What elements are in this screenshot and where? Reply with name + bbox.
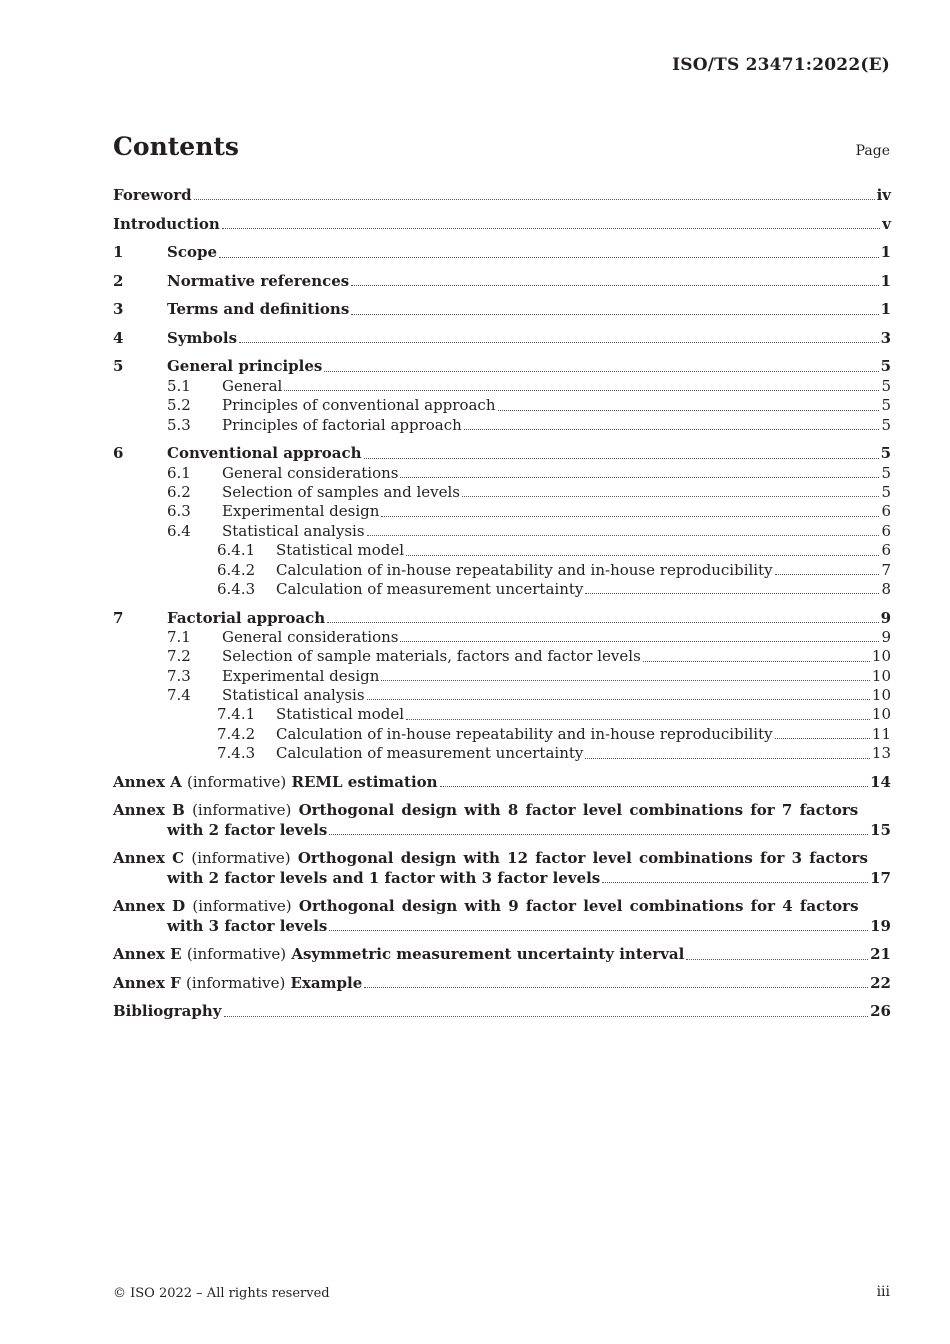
dot-leader (440, 785, 869, 787)
toc-entry[interactable] (113, 243, 891, 262)
annex-type: (informative) (191, 849, 291, 868)
toc-entry[interactable] (113, 483, 891, 502)
toc-entry-page: 5 (880, 357, 891, 376)
toc-entry-page: iv (876, 186, 891, 204)
toc-entry[interactable] (113, 628, 891, 647)
annex-type: (informative) (192, 801, 292, 820)
toc-entry-title: Selection of sample materials, factors and factor levels (222, 647, 641, 666)
toc-entry-number: 6.4 (167, 521, 191, 540)
toc-entry-page: 1 (880, 271, 891, 290)
dot-leader (498, 409, 880, 411)
toc-entry-number: 5.1 (167, 376, 191, 395)
toc-entry-number: 6.3 (167, 502, 191, 521)
toc-entry-page: 1 (880, 243, 891, 262)
annex-title-line (113, 801, 859, 820)
dot-leader (381, 679, 870, 681)
toc-entry-number: 5 (113, 357, 124, 376)
annex-label: Annex A (113, 772, 182, 791)
toc-entry-number: 7.3 (167, 666, 191, 685)
toc-entry-title: General (222, 376, 283, 395)
dot-leader (406, 718, 870, 720)
toc-entry-page: 8 (881, 579, 891, 598)
toc-entry-page: 6 (881, 502, 891, 521)
toc-entry[interactable] (113, 667, 891, 686)
toc-entry-number: 7.4 (167, 686, 191, 705)
dot-leader (585, 757, 870, 759)
toc-entry-number: 7.2 (167, 647, 191, 666)
dot-leader (462, 495, 879, 497)
annex-label: Annex C (113, 849, 185, 868)
dot-leader (643, 660, 870, 662)
toc-entry-page: 6 (881, 541, 891, 560)
toc-entry-title: Terms and definitions (167, 300, 350, 319)
annex-name-continued: with 2 factor levels and 1 factor with 3 factor levels (167, 868, 601, 887)
toc-entry-title: Selection of samples and levels (222, 483, 460, 501)
toc-entry-title: Scope (167, 243, 218, 262)
toc-entry-number: 6.1 (167, 463, 191, 482)
toc-entry-title: General considerations (222, 463, 399, 482)
toc-entry-page: 10 (871, 686, 891, 705)
toc-entry-page: 5 (880, 444, 891, 463)
annex-page: 15 (870, 820, 891, 839)
annex-type: (informative) (186, 973, 286, 992)
dot-leader (381, 515, 879, 517)
annex-label: Annex D (113, 897, 186, 916)
toc-entry-number: 6 (113, 444, 124, 463)
annex-entry[interactable] (113, 945, 891, 964)
annex-type: (informative) (192, 897, 292, 916)
annex-label: Annex B (113, 801, 185, 820)
toc-entry-number: 7.1 (167, 627, 191, 646)
toc-entry-number: 7.4.3 (217, 744, 256, 763)
toc-entry-number: 1 (113, 243, 124, 262)
toc-entry-number: 2 (113, 271, 124, 290)
toc-entry-title: Statistical analysis (222, 686, 365, 705)
toc-entry[interactable] (113, 647, 891, 666)
toc-entry-title: Calculation of measurement uncertainty (276, 744, 584, 763)
annex-title (113, 974, 362, 993)
toc-entry[interactable] (113, 272, 891, 291)
dot-leader (775, 573, 880, 575)
page-number: iii (876, 1284, 890, 1300)
toc-entry-title: Principles of conventional approach (222, 396, 496, 415)
toc-entry-page: 9 (880, 608, 891, 627)
bibliography-entry[interactable] (113, 1002, 891, 1021)
dot-leader (602, 881, 868, 883)
toc-entry-number: 6.4.1 (217, 541, 256, 560)
annex-entry[interactable] (113, 801, 891, 840)
annex-entry[interactable] (113, 897, 891, 936)
toc-entry-title: Symbols (167, 328, 238, 347)
dot-leader (400, 640, 879, 642)
dot-leader (464, 428, 880, 430)
toc-entry-number: 5.2 (167, 396, 191, 415)
bibliography-page: 26 (870, 1002, 891, 1021)
dot-leader (686, 958, 868, 960)
annex-page: 17 (870, 868, 891, 887)
toc-entry-number: 6.4.3 (217, 579, 256, 598)
contents-title: Contents (113, 132, 240, 161)
annex-name: Example (290, 973, 363, 992)
toc-entry-page: v (882, 214, 891, 233)
annex-name-continued: with 2 factor levels (167, 820, 328, 839)
annex-name: Asymmetric measurement uncertainty interval (291, 945, 685, 964)
toc-entry-title: General principles (167, 357, 323, 376)
toc-entry-title: Foreword (113, 186, 192, 204)
annex-type: (informative) (186, 945, 287, 964)
toc-entry-title: Calculation of in-house repeatability and in-house reproducibility (276, 560, 773, 579)
annex-continuation (113, 869, 891, 888)
toc-entry-title: Normative references (167, 271, 350, 290)
toc-entry[interactable] (113, 541, 891, 560)
dot-leader (324, 370, 878, 372)
toc-entry-title: Statistical model (276, 705, 405, 724)
toc-entry-number: 6.4.2 (217, 560, 256, 579)
dot-leader (367, 534, 880, 536)
toc-entry[interactable] (113, 186, 891, 205)
dot-leader (329, 833, 868, 835)
document-id: ISO/TS 23471:2022(E) (672, 55, 890, 75)
annex-name: Orthogonal design with 9 factor level combinations for 4 factors (298, 897, 859, 916)
toc-entry[interactable] (113, 416, 891, 435)
annex-page: 19 (870, 916, 891, 935)
annex-name: REML estimation (291, 772, 438, 791)
toc-entry-number: 3 (113, 300, 124, 319)
toc-entry-page: 13 (871, 744, 891, 763)
toc-entry-page: 3 (880, 328, 891, 347)
toc-entry-title: Experimental design (222, 666, 380, 685)
toc-entry-page: 6 (881, 521, 891, 540)
toc-entry[interactable] (113, 725, 891, 744)
toc-entry[interactable] (113, 561, 891, 580)
dot-leader (367, 698, 870, 700)
annex-label: Annex E (113, 945, 182, 964)
dot-leader (364, 457, 879, 459)
dot-leader (224, 1015, 869, 1017)
toc-entry-page: 5 (881, 376, 891, 395)
toc-entry-page: 5 (881, 483, 891, 501)
toc-entry-title: Introduction (113, 214, 220, 233)
toc-entry-number: 4 (113, 328, 124, 347)
toc-entry[interactable] (113, 377, 891, 396)
dot-leader (775, 737, 870, 739)
annex-name-continued: with 3 factor levels (167, 916, 328, 935)
annex-page: 14 (870, 772, 891, 791)
dot-leader (364, 986, 868, 988)
toc-entry-title: Calculation of measurement uncertainty (276, 579, 584, 598)
toc-entry[interactable] (113, 609, 891, 628)
toc-entry-title: Conventional approach (167, 444, 362, 463)
dot-leader (194, 198, 875, 200)
annex-continuation (113, 821, 891, 840)
toc-entry-number: 6.2 (167, 483, 191, 501)
toc-entry-page: 1 (880, 300, 891, 319)
toc-entry-title: Principles of factorial approach (222, 415, 462, 434)
annex-title (113, 773, 438, 792)
toc-entry-title: Experimental design (222, 502, 380, 521)
toc-entry-title: Factorial approach (167, 608, 326, 627)
copyright-notice: © ISO 2022 – All rights reserved (113, 1286, 330, 1301)
toc-entry-number: 7 (113, 608, 124, 627)
dot-leader (406, 554, 879, 556)
page-column-label: Page (855, 143, 890, 159)
toc-entry-page: 5 (881, 396, 891, 415)
annex-title-line (113, 897, 859, 916)
dot-leader (284, 389, 879, 391)
dot-leader (351, 313, 878, 315)
dot-leader (219, 256, 879, 258)
toc-entry-page: 10 (871, 705, 891, 724)
toc-entry[interactable] (113, 464, 891, 483)
bibliography-title: Bibliography (113, 1002, 222, 1021)
toc-entry[interactable] (113, 502, 891, 521)
toc-entry[interactable] (113, 686, 891, 705)
toc-entry-page: 5 (881, 415, 891, 434)
toc-entry-title: Calculation of in-house repeatability and in-house reproducibility (276, 724, 773, 743)
dot-leader (351, 284, 878, 286)
toc-entry-page: 5 (881, 463, 891, 482)
annex-page: 22 (870, 973, 891, 992)
annex-entry[interactable] (113, 974, 891, 993)
toc-entry-page: 9 (881, 627, 891, 646)
toc-entry-page: 11 (871, 724, 891, 743)
dot-leader (329, 929, 868, 931)
toc-entry[interactable] (113, 444, 891, 463)
table-of-contents (113, 186, 891, 1022)
annex-title-line (113, 849, 868, 868)
toc-entry-page: 10 (871, 647, 891, 666)
toc-entry-page: 7 (881, 560, 891, 579)
annex-label: Annex F (113, 973, 181, 992)
toc-entry[interactable] (113, 744, 891, 763)
dot-leader (400, 476, 879, 478)
toc-entry[interactable] (113, 329, 891, 348)
annex-continuation (113, 917, 891, 936)
annex-name: Orthogonal design with 8 factor level combinations for 7 factors (298, 801, 859, 820)
toc-entry[interactable] (113, 580, 891, 599)
toc-entry-title: Statistical analysis (222, 521, 365, 540)
annex-name: Orthogonal design with 12 factor level combinations for 3 factors (297, 849, 868, 868)
toc-entry[interactable] (113, 396, 891, 415)
toc-entry-page: 10 (871, 666, 891, 685)
toc-entry[interactable] (113, 300, 891, 319)
annex-entry[interactable] (113, 773, 891, 792)
annex-page: 21 (870, 945, 891, 964)
dot-leader (327, 621, 878, 623)
dot-leader (239, 341, 879, 343)
toc-entry-title: Statistical model (276, 541, 405, 560)
toc-entry[interactable] (113, 215, 891, 234)
toc-entry-title: General considerations (222, 627, 399, 646)
toc-entry[interactable] (113, 522, 891, 541)
toc-entry-number: 7.4.1 (217, 705, 256, 724)
toc-entry-number: 5.3 (167, 415, 191, 434)
annex-title (113, 945, 684, 964)
toc-entry-number: 7.4.2 (217, 724, 256, 743)
dot-leader (585, 592, 879, 594)
annex-entry[interactable] (113, 849, 891, 888)
toc-entry[interactable] (113, 705, 891, 724)
dot-leader (222, 227, 880, 229)
toc-entry[interactable] (113, 357, 891, 376)
annex-type: (informative) (187, 772, 287, 791)
